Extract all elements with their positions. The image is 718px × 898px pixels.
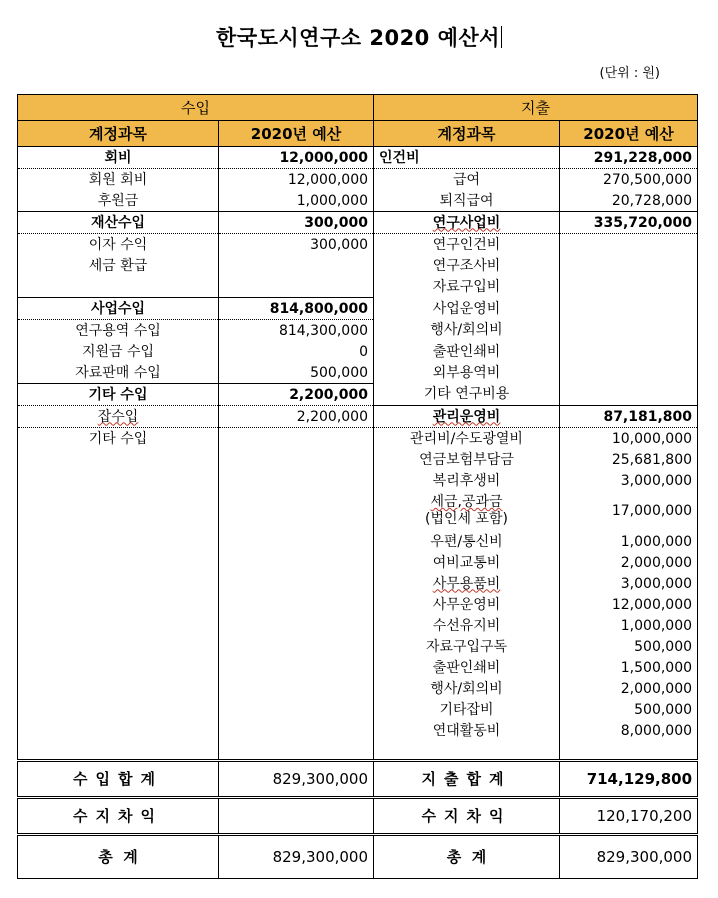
- expense-item: 퇴직급여: [374, 190, 560, 212]
- income-amount: [219, 720, 374, 741]
- income-category: 사업수입: [18, 298, 219, 320]
- income-header: 수입: [18, 95, 374, 121]
- income-amount: [219, 428, 374, 450]
- expense-item: 자료구입구독: [374, 636, 560, 657]
- expense-item: 자료구입비: [374, 276, 560, 298]
- unit-label: (단위 : 원): [599, 66, 660, 81]
- income-amount: 300,000: [219, 234, 374, 256]
- expense-item: 연대활동비: [374, 720, 560, 741]
- expense-amount: [560, 276, 698, 298]
- grand-total-expense-value: 829,300,000: [560, 835, 698, 879]
- expense-item: 연구인건비: [374, 234, 560, 256]
- income-amount: [219, 255, 374, 276]
- table-row: [18, 657, 698, 678]
- expense-amount: 8,000,000: [560, 720, 698, 741]
- expense-amount: 10,000,000: [560, 428, 698, 450]
- income-amount: 300,000: [219, 212, 374, 234]
- income-category: 재산수입: [18, 212, 219, 234]
- table-row: [18, 699, 698, 720]
- income-amount: 0: [219, 341, 374, 362]
- income-item: 잡수입: [18, 406, 219, 428]
- income-amount: [219, 276, 374, 298]
- expense-category: 연구사업비: [374, 212, 560, 234]
- expense-amount: 500,000: [560, 636, 698, 657]
- expense-amount: [560, 320, 698, 342]
- expense-amount: [560, 384, 698, 406]
- table-row: [18, 384, 698, 406]
- expense-item: 기타 연구비용: [374, 384, 560, 406]
- balance-label-expense: 수지차익: [374, 798, 560, 835]
- income-item: 자료판매 수입: [18, 362, 219, 384]
- income-total-label: 수입합계: [18, 761, 219, 798]
- income-item: 후원금: [18, 190, 219, 212]
- income-item: [18, 470, 219, 491]
- table-row: [18, 320, 698, 342]
- table-row: [18, 615, 698, 636]
- expense-amount: 87,181,800: [560, 406, 698, 428]
- income-item: [18, 449, 219, 470]
- table-row: [18, 255, 698, 276]
- expense-item: 사업운영비: [374, 298, 560, 320]
- budget-table: [17, 94, 698, 879]
- balance-label-income: 수지차익: [18, 798, 219, 835]
- expense-amount: 1,000,000: [560, 615, 698, 636]
- income-amount: 2,200,000: [219, 406, 374, 428]
- income-amount: 814,800,000: [219, 298, 374, 320]
- expense-item: 연금보험부담금: [374, 449, 560, 470]
- expense-account-header: 계정과목: [374, 121, 560, 147]
- expense-header: 지출: [374, 95, 698, 121]
- income-item: 지원금 수입: [18, 341, 219, 362]
- income-amount: [219, 573, 374, 594]
- expense-item: 기타잡비: [374, 699, 560, 720]
- income-item: [18, 720, 219, 741]
- expense-amount: 3,000,000: [560, 573, 698, 594]
- expense-amount: 270,500,000: [560, 169, 698, 191]
- table-row: [18, 212, 698, 234]
- table-row: [18, 636, 698, 657]
- expense-amount: 20,728,000: [560, 190, 698, 212]
- table-row: [18, 449, 698, 470]
- table-row: [18, 341, 698, 362]
- expense-amount: 17,000,000: [560, 491, 698, 531]
- expense-item: 출판인쇄비: [374, 657, 560, 678]
- income-item: [18, 615, 219, 636]
- table-row: [18, 531, 698, 552]
- income-category: 회비: [18, 147, 219, 169]
- expense-amount: 2,000,000: [560, 552, 698, 573]
- income-amount: [219, 636, 374, 657]
- table-row: [18, 169, 698, 191]
- table-row: [18, 406, 698, 428]
- text-cursor: [501, 26, 502, 48]
- expense-budget-header: 2020년 예산: [560, 121, 698, 147]
- income-amount: [219, 470, 374, 491]
- expense-amount: [560, 255, 698, 276]
- table-row: [18, 147, 698, 169]
- table-row: [18, 573, 698, 594]
- expense-item: 행사/회의비: [374, 678, 560, 699]
- section-header-row: [18, 95, 698, 121]
- income-item: 세금 환급: [18, 255, 219, 276]
- total-row: [18, 761, 698, 798]
- income-item: [18, 552, 219, 573]
- expense-item: 사무용품비: [374, 573, 560, 594]
- expense-item: 관리비/수도광열비: [374, 428, 560, 450]
- income-budget-header: 2020년 예산: [219, 121, 374, 147]
- expense-item: 급여: [374, 169, 560, 191]
- expense-total-value: 714,129,800: [560, 761, 698, 798]
- income-item: 이자 수익: [18, 234, 219, 256]
- income-item: [18, 636, 219, 657]
- expense-item: 출판인쇄비: [374, 341, 560, 362]
- balance-expense-value: 120,170,200: [560, 798, 698, 835]
- expense-item: 세금,공과금 (법인세 포함): [374, 491, 560, 531]
- expense-amount: 291,228,000: [560, 147, 698, 169]
- grand-total-label-income: 총 계: [18, 835, 219, 879]
- table-row: [18, 428, 698, 450]
- grand-total-row: [18, 835, 698, 879]
- expense-amount: 2,000,000: [560, 678, 698, 699]
- expense-item: 행사/회의비: [374, 320, 560, 342]
- expense-amount: 3,000,000: [560, 470, 698, 491]
- income-amount: 12,000,000: [219, 169, 374, 191]
- income-total-value: 829,300,000: [219, 761, 374, 798]
- spacer-row: [18, 741, 698, 761]
- expense-item: 수선유지비: [374, 615, 560, 636]
- balance-row: [18, 798, 698, 835]
- table-row: [18, 234, 698, 256]
- income-amount: [219, 678, 374, 699]
- column-header-row: [18, 121, 698, 147]
- table-row: [18, 678, 698, 699]
- table-row: [18, 276, 698, 298]
- expense-amount: 12,000,000: [560, 594, 698, 615]
- expense-amount: [560, 362, 698, 384]
- grand-total-income-value: 829,300,000: [219, 835, 374, 879]
- expense-amount: [560, 298, 698, 320]
- income-item: 기타 수입: [18, 428, 219, 450]
- income-amount: 500,000: [219, 362, 374, 384]
- expense-item: 연구조사비: [374, 255, 560, 276]
- income-item: [18, 699, 219, 720]
- income-amount: [219, 449, 374, 470]
- table-row: [18, 552, 698, 573]
- income-item: [18, 276, 219, 298]
- income-category: 기타 수입: [18, 384, 219, 406]
- expense-category: 관리운영비: [374, 406, 560, 428]
- income-item: [18, 531, 219, 552]
- income-amount: 2,200,000: [219, 384, 374, 406]
- table-row: [18, 298, 698, 320]
- income-amount: 814,300,000: [219, 320, 374, 342]
- table-row: [18, 362, 698, 384]
- expense-amount: [560, 234, 698, 256]
- income-amount: 12,000,000: [219, 147, 374, 169]
- income-account-header: 계정과목: [18, 121, 219, 147]
- expense-item: 여비교통비: [374, 552, 560, 573]
- income-item: [18, 594, 219, 615]
- table-row: [18, 720, 698, 741]
- income-amount: [219, 699, 374, 720]
- income-item: [18, 678, 219, 699]
- expense-amount: 25,681,800: [560, 449, 698, 470]
- income-amount: [219, 657, 374, 678]
- expense-amount: 335,720,000: [560, 212, 698, 234]
- table-row: [18, 190, 698, 212]
- expense-total-label: 지출합계: [374, 761, 560, 798]
- expense-amount: 500,000: [560, 699, 698, 720]
- income-amount: [219, 615, 374, 636]
- expense-amount: 1,000,000: [560, 531, 698, 552]
- income-amount: 1,000,000: [219, 190, 374, 212]
- income-item: [18, 573, 219, 594]
- expense-amount: [560, 341, 698, 362]
- expense-amount: 1,500,000: [560, 657, 698, 678]
- balance-income-value: [219, 798, 374, 835]
- page-title: 한국도시연구소 2020 예산서: [216, 26, 500, 50]
- income-item: 연구용역 수입: [18, 320, 219, 342]
- expense-item: 복리후생비: [374, 470, 560, 491]
- expense-item: 우편/통신비: [374, 531, 560, 552]
- income-amount: [219, 594, 374, 615]
- income-item: [18, 491, 219, 531]
- income-amount: [219, 552, 374, 573]
- table-row: [18, 470, 698, 491]
- expense-item: 외부용역비: [374, 362, 560, 384]
- grand-total-label-expense: 총 계: [374, 835, 560, 879]
- income-item: [18, 657, 219, 678]
- table-row: [18, 491, 698, 531]
- income-amount: [219, 531, 374, 552]
- table-row: [18, 594, 698, 615]
- income-amount: [219, 491, 374, 531]
- income-item: 회원 회비: [18, 169, 219, 191]
- expense-category: 인건비: [374, 147, 560, 169]
- expense-item: 사무운영비: [374, 594, 560, 615]
